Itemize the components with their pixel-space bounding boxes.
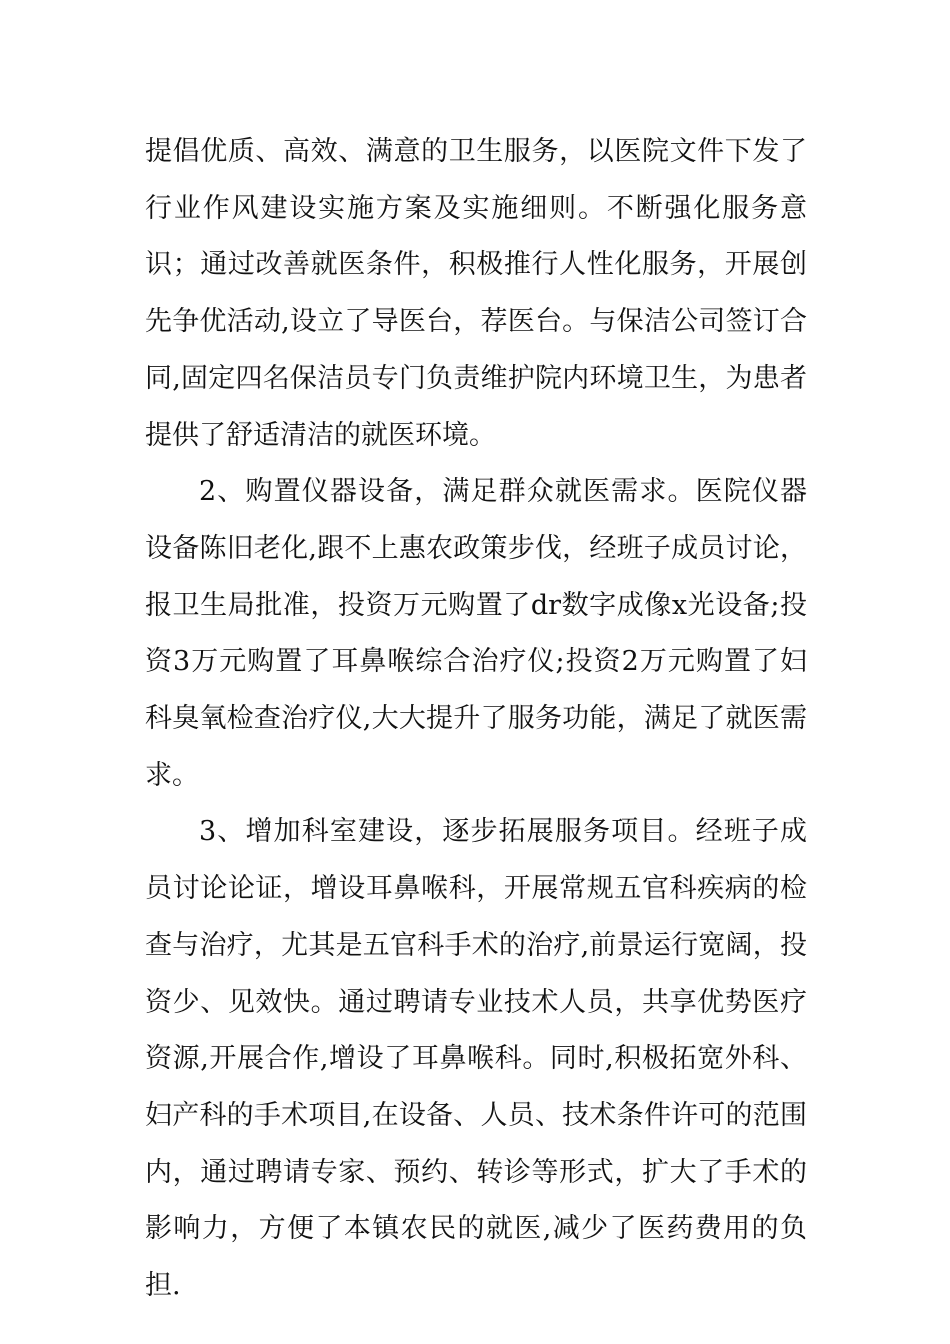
- paragraph-1: 提倡优质、高效、满意的卫生服务，以医院文件下发了行业作风建设实施方案及实施细则。不断强化服务意识；通过改善就医条件，积极推行人性化服务，开展创先争优活动,设立了导医台，荐医台。与保洁公司签订合同,固定四名保洁员专门负责维护院内环境卫生，为患者提供了舒适清洁的就医环境。: [145, 136, 807, 451]
- document-body: [145, 124, 807, 1315]
- paragraph-3: 3、增加科室建设，逐步拓展服务项目。经班子成员讨论论证，增设耳鼻喉科，开展常规五官科疾病的检查与治疗，尤其是五官科手术的治疗,前景运行宽阔，投资少、见效快。通过聘请专业技术人员，共享优势医疗资源,开展合作,增设了耳鼻喉科。同时,积极拓宽外科、妇产科的手术项目,在设备、人员、技术条件许可的范围内，通过聘请专家、预约、转诊等形式，扩大了手术的影响力，方便了本镇农民的就医,减少了医药费用的负担.: [145, 816, 807, 1302]
- paragraph-2: 2、购置仪器设备，满足群众就医需求。医院仪器设备陈旧老化,跟不上惠农政策步伐，经班子成员讨论，报卫生局批准，投资万元购置了dr数字成像x光设备;投资3万元购置了耳鼻喉综合治疗仪;投资2万元购置了妇科臭氧检查治疗仪,大大提升了服务功能，满足了就医需求。: [145, 476, 807, 791]
